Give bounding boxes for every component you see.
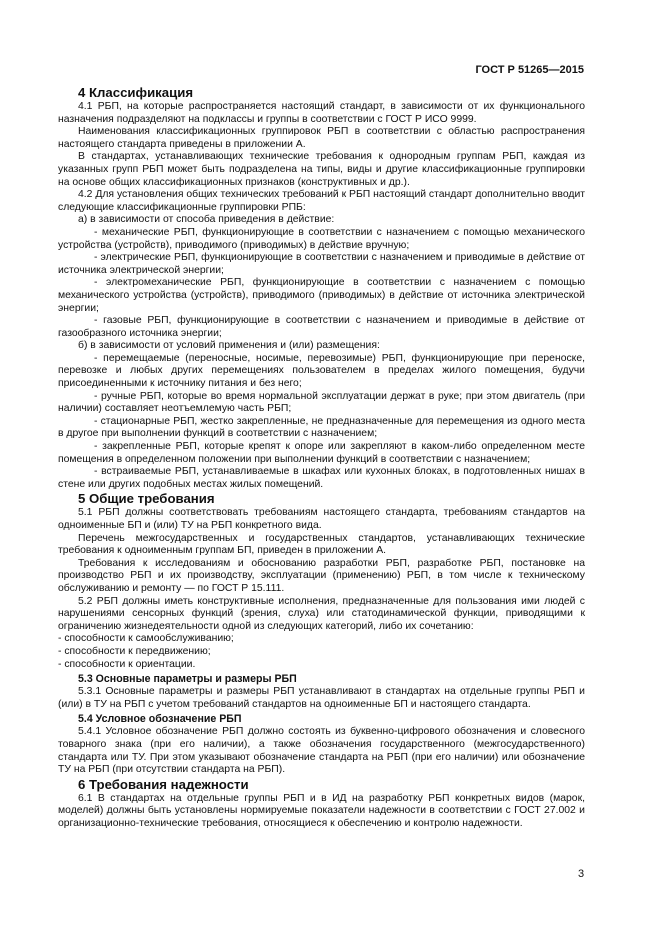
sec4-paragraph-3: В стандартах, устанавливающих технические требования к однородным группам РБП, каждая из указанных групп РБП может быть подразделена на типы, виды и другие классификационные группировки на основе общих классификационных признаков (конструктивных и др.). [58, 151, 585, 188]
page-content [58, 85, 585, 830]
subsection-5-3-title: 5.3 Основные параметры и размеры РБП [78, 673, 297, 686]
sec4-list-a-item-1: - механические РБП, функционирующие в соответствии с назначением с помощью механического устройства (устройств), приводимого (приводимых) в действие вручную; [58, 226, 585, 251]
sec4-list-a-item-2: - электрические РБП, функционирующие в соответствии с назначением и приводимые в действие от источника электрической энергии; [58, 252, 585, 276]
sec4-list-b-heading: б) в зависимости от условий применения и (или) размещения: [78, 340, 380, 352]
sec5-paragraph-3: Требования к исследованиям и обоснованию разработки РБП, разработке РБП, постановке на производство РБП и их производству, эксплуатации (применению) РБП, в том числе к техническому обслуживанию и ремонту — по ГОСТ Р 15.111. [58, 557, 585, 594]
sec4-paragraph-1: 4.1 РБП, на которые распространяется настоящий стандарт, в зависимости от их функционального назначения подразделяют на подклассы и группы в соответствии с ГОСТ Р ИСО 9999. [58, 101, 585, 125]
section-4-title: 4 Классификация [78, 85, 194, 100]
sec5-3-1-paragraph: 5.3.1 Основные параметры и размеры РБП устанавливают в стандартах на отдельные группы РБП и (или) в ТУ на РБП с учетом требований стандартов на одноименные БП и настоящего стандарта. [58, 686, 585, 710]
section-6-title: 6 Требования надежности [78, 776, 249, 792]
sec4-list-b-item-2: - ручные РБП, которые во время нормальной эксплуатации держат в руке; при этом двигатель (при наличии) составляет неотъемлемую часть РБП; [58, 390, 585, 415]
sec4-list-b-item-4: - закрепленные РБП, которые крепят к опоре или закрепляют в каком-либо определенном месте помещения в определенном положении при выполнении функций в соответствии с назначением; [58, 441, 585, 465]
page-number: 3 [578, 868, 585, 880]
sec5-4-1-paragraph: 5.4.1 Условное обозначение РБП должно состоять из буквенно-цифрового обозначения и словесного товарного знака (при его наличии), а также обозначения государственного (межгосударственного) стандарта или ТУ. При этом указывают обозначение стандарта на РБП (при его наличии) или обозначение ТУ на РБП (при отсутствии стандарта на РБП). [58, 726, 585, 776]
sec4-list-a-item-4: - газовые РБП, функционирующие в соответствии с назначением и приводимые в действие от газообразного источника энергии; [58, 315, 585, 339]
sec4-list-b-item-3: - стационарные РБП, жестко закрепленные, не предназначенные для перемещения из одного места в другое при выполнении функций в соответствии с назначением; [58, 415, 585, 440]
sec6-paragraph-1: 6.1 В стандартах на отдельные группы РБП и в ИД на разработку РБП конкретных видов (марок, моделей) должны быть установлены нормируемые показатели надежности в соответствии с ГОСТ 27.002 и организационно-технические требования, относящиеся к обеспечению и контролю надежности. [58, 792, 585, 829]
sec4-list-b-item-1: - перемещаемые (переносные, носимые, перевозимые) РБП, функционирующие при переноске, перевозке и любых других перемещениях пользователем в пределах жилого помещения, будучи присоединенными к источнику питания и без него; [58, 352, 585, 390]
sec5-list-item-2: - способности к передвижению; [58, 645, 211, 657]
sec5-paragraph-1: 5.1 РБП должны соответствовать требованиям настоящего стандарта, требованиям стандартов на одноименные БП и (или) ТУ на РБП конкретного вида. [58, 507, 585, 531]
section-5-title: 5 Общие требования [78, 491, 215, 507]
sec5-paragraph-4: 5.2 РБП должны иметь конструктивные исполнения, предназначенные для пользования ими людей с нарушениями сенсорных функций (зрения, слуха) или статодинамической функции, приводящими к ограничению жизнедеятельности одной из следующих категорий, либо их сочетанию: [58, 595, 585, 632]
sec5-paragraph-2: Перечень межгосударственных и государственных стандартов, устанавливающих технические требования к одноименным группам БП, приведен в приложении А. [58, 532, 585, 557]
sec5-list-item-3: - способности к ориентации. [58, 658, 196, 670]
sec4-paragraph-4: 4.2 Для установления общих технических требований к РБП настоящий стандарт дополнительно вводит следующие классификационные группировки РПБ: [58, 189, 586, 213]
sec4-list-a-item-3: - электромеханические РБП, функционирующие в соответствии с назначением с помощью механического устройства (устройств), приводимого (приводимых) в действие от источника электрической энергии; [58, 277, 585, 314]
page-header: ГОСТ Р 51265—2015 [475, 64, 584, 76]
sec4-paragraph-2: Наименования классификационных группировок РБП в соответствии с областью распространения настоящего стандарта приведены в приложении А. [58, 126, 585, 150]
sec5-list-item-1: - способности к самообслуживанию; [58, 633, 234, 645]
subsection-5-4-title: 5.4 Условное обозначение РБП [78, 713, 242, 726]
sec4-list-a-heading: а) в зависимости от способа приведения в действие: [78, 214, 335, 226]
sec4-list-b-item-5: - встраиваемые РБП, устанавливаемые в шкафах или кухонных блоках, в подготовленных нишах в стене или других подобных местах жилых помещений. [58, 466, 585, 490]
